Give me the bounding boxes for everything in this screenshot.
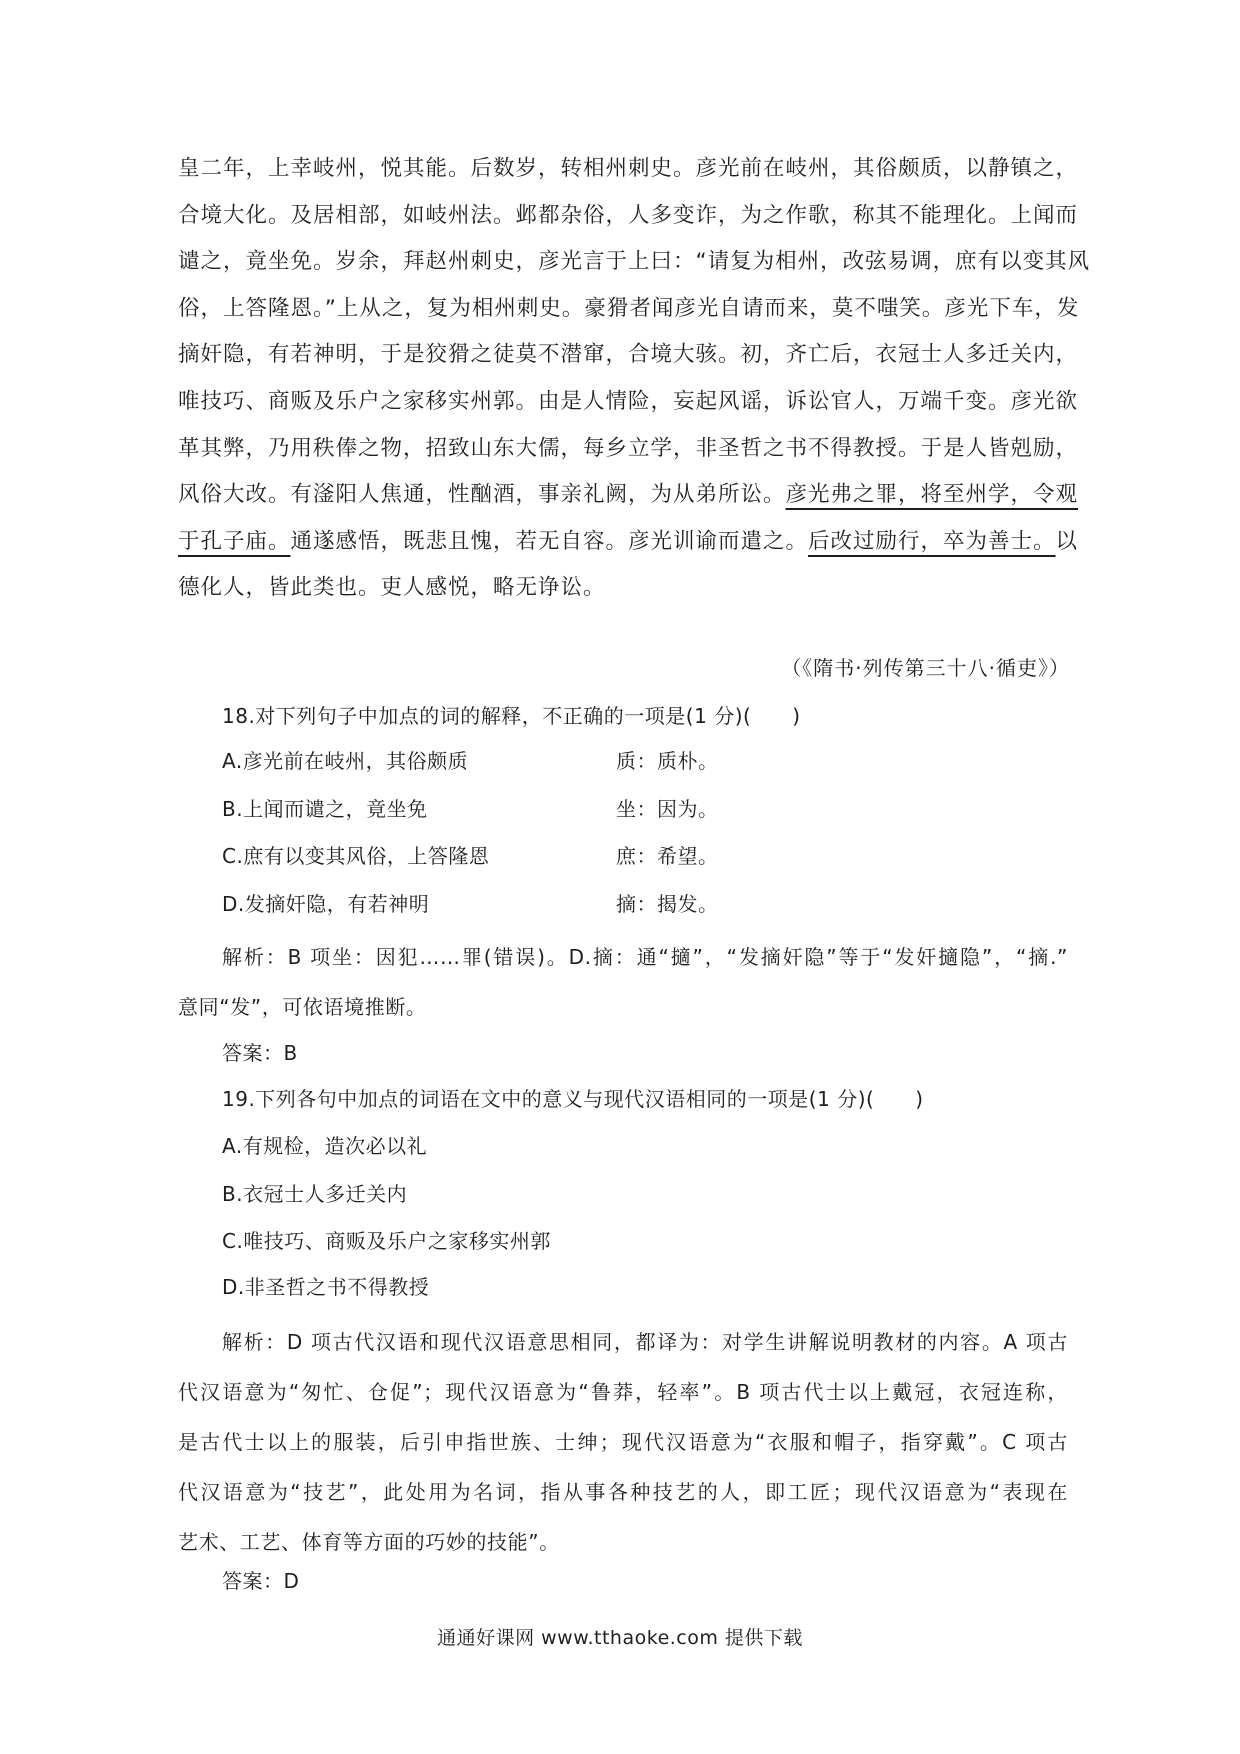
question-18-gloss-a: 质：质朴。 bbox=[616, 749, 719, 773]
passage-line: 革其弊，乃用秩俸之物，招致山东大儒，每乡立学，非圣哲之书不得教授。于是人皆剋励， bbox=[178, 435, 1079, 461]
underlined-sentence: 彦光弗之罪，将至州学，令观 bbox=[785, 482, 1079, 508]
question-19-option-a: A.有规检，造次必以礼 bbox=[222, 1134, 428, 1158]
passage-line: 皇二年，上幸岐州，悦其能。后数岁，转相州刺史。彦光前在岐州，其俗颇质，以静镇之， bbox=[178, 156, 1079, 181]
question-18-gloss-c: 庶：希望。 bbox=[616, 844, 719, 868]
question-18-option-c: C.庶有以变其风俗，上答隆恩 bbox=[222, 844, 490, 868]
underlined-sentence: 于孔子庙。 bbox=[178, 528, 291, 554]
question-18-gloss-d: 摘：揭发。 bbox=[616, 892, 719, 916]
question-19-option-c: C.唯技巧、商贩及乐户之家移实州郭 bbox=[222, 1229, 551, 1253]
passage-line: 合境大化。及居相部，如岐州法。邺都杂俗，人多变诈，为之作歌，称其不能理化。上闻而 bbox=[178, 202, 1079, 228]
question-18-option-d: D.发摘奸隐，有若神明 bbox=[222, 892, 430, 916]
question-18-option-b: B.上闻而谴之，竟坐免 bbox=[222, 797, 428, 821]
question-19-option-d: D.非圣哲之书不得教授 bbox=[222, 1275, 430, 1299]
question-19-answer: 答案：D bbox=[222, 1569, 300, 1593]
analysis-line: 代汉语意为“匆忙、仓促”；现代汉语意为“鲁莽，轻率”。B 项古代士以上戴冠，衣冠连称， bbox=[178, 1380, 1068, 1404]
analysis-line: 是古代士以上的服装，后引申指世族、士绅；现代汉语意为“衣服和帽子，指穿戴”。C 项古 bbox=[178, 1430, 1068, 1454]
classical-passage bbox=[178, 146, 1091, 612]
question-18-analysis bbox=[178, 932, 1068, 1032]
passage-line: 唯技巧、商贩及乐户之家移实州郭。由是人情险，妄起风谣，诉讼官人，万端千变。彦光欲 bbox=[178, 388, 1079, 414]
passage-line: 谴之，竟坐免。岁余，拜赵州刺史，彦光言于上曰：“请复为相州，改弦易调，庶有以变其风 bbox=[178, 249, 1091, 275]
question-19-option-b: B.衣冠士人多迁关内 bbox=[222, 1182, 408, 1206]
question-18-gloss-b: 坐：因为。 bbox=[616, 797, 719, 821]
page-footer: 通通好课网 www.tthaoke.com 提供下载 bbox=[437, 1627, 803, 1649]
analysis-line: 代汉语意为“技艺”，此处用为名词，指从事各种技艺的人，即工匠；现代汉语意为“表现在 bbox=[178, 1480, 1068, 1504]
source-citation: （《隋书·列传第三十八·循吏》） bbox=[781, 656, 1070, 680]
analysis-line: 解析：B 项坐：因犯……罪(错误)。D.摘：通“擿”，“发摘奸隐”等于“发奸擿隐”，“摘.” bbox=[222, 945, 1068, 969]
passage-line bbox=[178, 519, 1079, 566]
question-19-analysis bbox=[178, 1317, 1068, 1567]
passage-line: 德化人，皆此类也。吏人感悦，略无诤讼。 bbox=[178, 575, 606, 601]
question-18-stem: 18.对下列句子中加点的词的解释，不正确的一项是(1 分)( ) bbox=[222, 704, 801, 728]
passage-text: 风俗大改。有滏阳人焦通，性酗酒，事亲礼阙，为从弟所讼。 bbox=[178, 482, 786, 508]
analysis-line: 意同“发”，可依语境推断。 bbox=[178, 995, 427, 1019]
passage-text: 以 bbox=[1055, 528, 1079, 554]
question-19-stem: 19.下列各句中加点的词语在文中的意义与现代汉语相同的一项是(1 分)( ) bbox=[222, 1087, 924, 1111]
analysis-line: 解析：D 项古代汉语和现代汉语意思相同，都译为：对学生讲解说明教材的内容。A 项古 bbox=[222, 1330, 1068, 1354]
passage-text: 通遂感悟，既悲且愧，若无自容。彦光训谕而遣之。 bbox=[290, 528, 809, 554]
analysis-line: 艺术、工艺、体育等方面的巧妙的技能”。 bbox=[178, 1530, 560, 1554]
passage-line bbox=[178, 472, 1079, 519]
passage-line: 摘奸隐，有若神明，于是狡猾之徒莫不潜窜，合境大骇。初，齐亡后，衣冠士人多迁关内， bbox=[178, 342, 1079, 368]
passage-line: 俗，上答隆恩。”上从之，复为相州刺史。豪猾者闻彦光自请而来，莫不嗤笑。彦光下车，发 bbox=[178, 295, 1080, 321]
question-18-answer: 答案：B bbox=[222, 1041, 298, 1065]
underlined-sentence: 后改过励行，卒为善士。 bbox=[808, 528, 1056, 554]
question-18-option-a: A.彦光前在岐州，其俗颇质 bbox=[222, 749, 469, 773]
